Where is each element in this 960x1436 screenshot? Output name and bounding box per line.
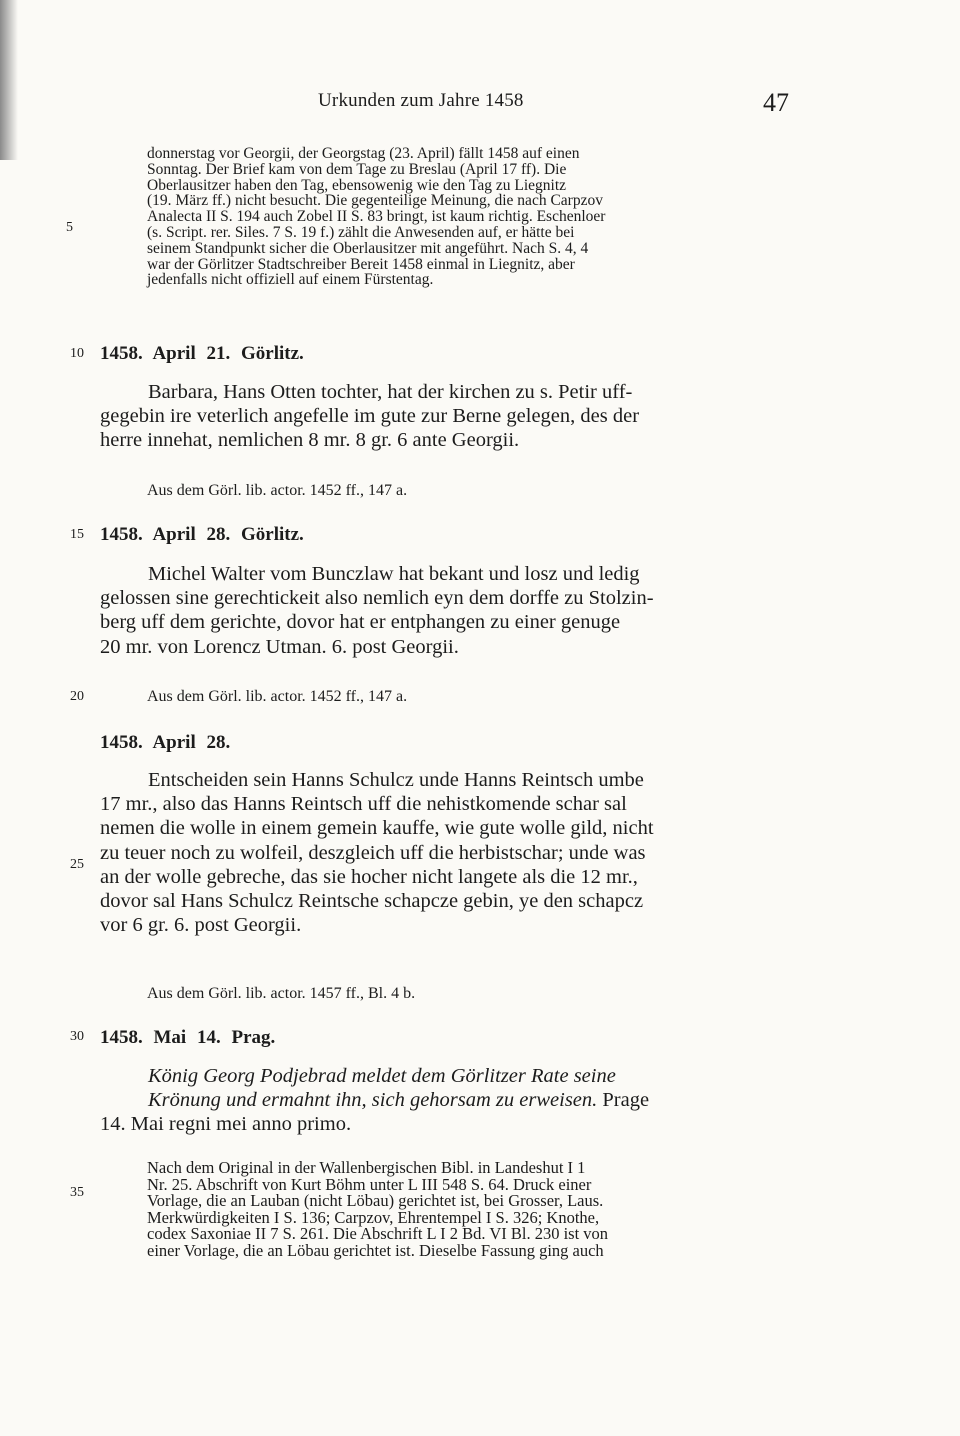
footnote-line: (s. Script. rer. Siles. 7 S. 19 f.) zählt die Anwesenden auf, er hätte bei [147, 223, 575, 241]
entry-line: zu teuer noch zu wolfeil, deszgleich uff die herbistschar; unde was [100, 841, 646, 864]
footnote-line: donnerstag vor Georgii, der Georgstag (23. April) fällt 1458 auf einen [147, 145, 580, 162]
entry-line: herre innehat, nemlichen 8 mr. 8 gr. 6 ante Georgii. [100, 429, 520, 452]
entry-line: vor 6 gr. 6. post Georgii. [100, 914, 302, 937]
line-number: 35 [70, 1185, 84, 1200]
scan-shadow [0, 0, 18, 160]
note-line: Merkwürdigkeiten I S. 136; Carpzov, Ehrentempel I S. 326; Knothe, [147, 1207, 600, 1227]
source-note: Aus dem Görl. lib. actor. 1452 ff., 147 a. [147, 688, 408, 705]
entry-heading: 1458. Mai 14. Prag. [100, 1027, 276, 1048]
archival-note [147, 1160, 793, 1260]
entry-line: berg uff dem gerichte, dovor hat er entphangen zu einer genuge [100, 611, 621, 634]
footnote-line: jedenfalls nicht offiziell auf einem Fürstentag. [147, 271, 434, 289]
line-number: 10 [70, 346, 84, 361]
footnote-line: seinem Standpunkt sicher die Oberlausitzer mit angeführt. Nach S. 4, 4 [147, 239, 589, 257]
line-number: 30 [70, 1029, 84, 1044]
entry-line: Barbara, Hans Otten tochter, hat der kirchen zu s. Petir uff- [148, 381, 633, 403]
entry-line: Prage [602, 1089, 650, 1112]
entry-line: 20 mr. von Lorencz Utman. 6. post Georgii. [100, 635, 459, 658]
line-number: 25 [70, 857, 84, 872]
footnote-line: war der Görlitzer Stadtschreiber Bereit 1458 einmal in Liegnitz, aber [147, 255, 575, 273]
line-number: 15 [70, 527, 84, 542]
line-number: 5 [66, 220, 73, 235]
source-note: Aus dem Görl. lib. actor. 1452 ff., 147 a. [147, 482, 408, 499]
entry-line: an der wolle gebreche, das sie hocher nicht langete als die 12 mr., [100, 865, 638, 888]
note-line: Nr. 25. Abschrift von Kurt Böhm unter L III 548 S. 64. Druck einer [147, 1174, 592, 1194]
footnote-line: Oberlausitzer haben den Tag, ebensowenig wie den Tag zu Liegnitz [147, 176, 567, 194]
entry-line: 14. Mai regni mei anno primo. [100, 1113, 352, 1136]
entry-text [100, 1064, 746, 1137]
footnote-line: Sonntag. Der Brief kam von dem Tage zu Breslau (April 17 ff). Die [147, 160, 567, 178]
entry-text [100, 562, 746, 659]
entry-heading: 1458. April 28. Görlitz. [100, 524, 304, 545]
regest-line: Krönung und ermahnt ihn, sich gehorsam zu erweisen. [148, 1089, 598, 1112]
regest-line: König Georg Podjebrad meldet dem Görlitzer Rate seine [148, 1065, 616, 1087]
entry-line: gelossen sine gerechtickeit also nemlich eyn dem dorffe zu Stolzin- [100, 587, 654, 610]
entry-text [100, 380, 746, 453]
footnote-line: (19. März ff.) nicht besucht. Die gegenteilige Meinung, die nach Carpzov [147, 192, 603, 210]
entry-heading: 1458. April 21. Görlitz. [100, 343, 304, 364]
running-title: Urkunden zum Jahre 1458 [318, 90, 524, 111]
page-number: 47 [763, 88, 789, 117]
note-line: Nach dem Original in der Wallenbergischen Bibl. in Landeshut I 1 [147, 1158, 586, 1177]
source-note: Aus dem Görl. lib. actor. 1457 ff., Bl. 4 b. [147, 985, 416, 1002]
entry-line: Entscheiden sein Hanns Schulcz unde Hanns Reintsch umbe [148, 769, 644, 791]
note-line: codex Saxoniae II 7 S. 261. Die Abschrift L I 2 Bd. VI Bl. 230 ist von [147, 1224, 609, 1244]
line-number: 20 [70, 689, 84, 704]
note-line: einer Vorlage, die an Löbau gerichtet ist. Dieselbe Fassung ging auch [147, 1240, 604, 1260]
running-header [0, 88, 960, 118]
note-line: Vorlage, die an Lauban (nicht Löbau) gerichtet ist, bei Grosser, Laus. [147, 1191, 604, 1211]
entry-line: gegebin ire veterlich angefelle im gute zur Berne gelegen, des der [100, 405, 640, 428]
entry-heading: 1458. April 28. [100, 732, 231, 753]
entry-line: nemen die wolle in einem gemein kauffe, wie gute wolle gild, nicht [100, 817, 654, 840]
entry-line: 17 mr., also das Hanns Reintsch uff die nehistkomende schar sal [100, 793, 627, 816]
entry-text [100, 768, 746, 937]
footnote-continuation [147, 146, 793, 288]
footnote-line: Analecta II S. 194 auch Zobel II S. 83 bringt, ist kaum richtig. Eschenloer [147, 208, 606, 226]
entry-line: dovor sal Hans Schulcz Reintsche schapcze gebin, ye den schapcz [100, 890, 644, 913]
entry-line: Michel Walter vom Bunczlaw hat bekant und losz und ledig [148, 563, 640, 585]
